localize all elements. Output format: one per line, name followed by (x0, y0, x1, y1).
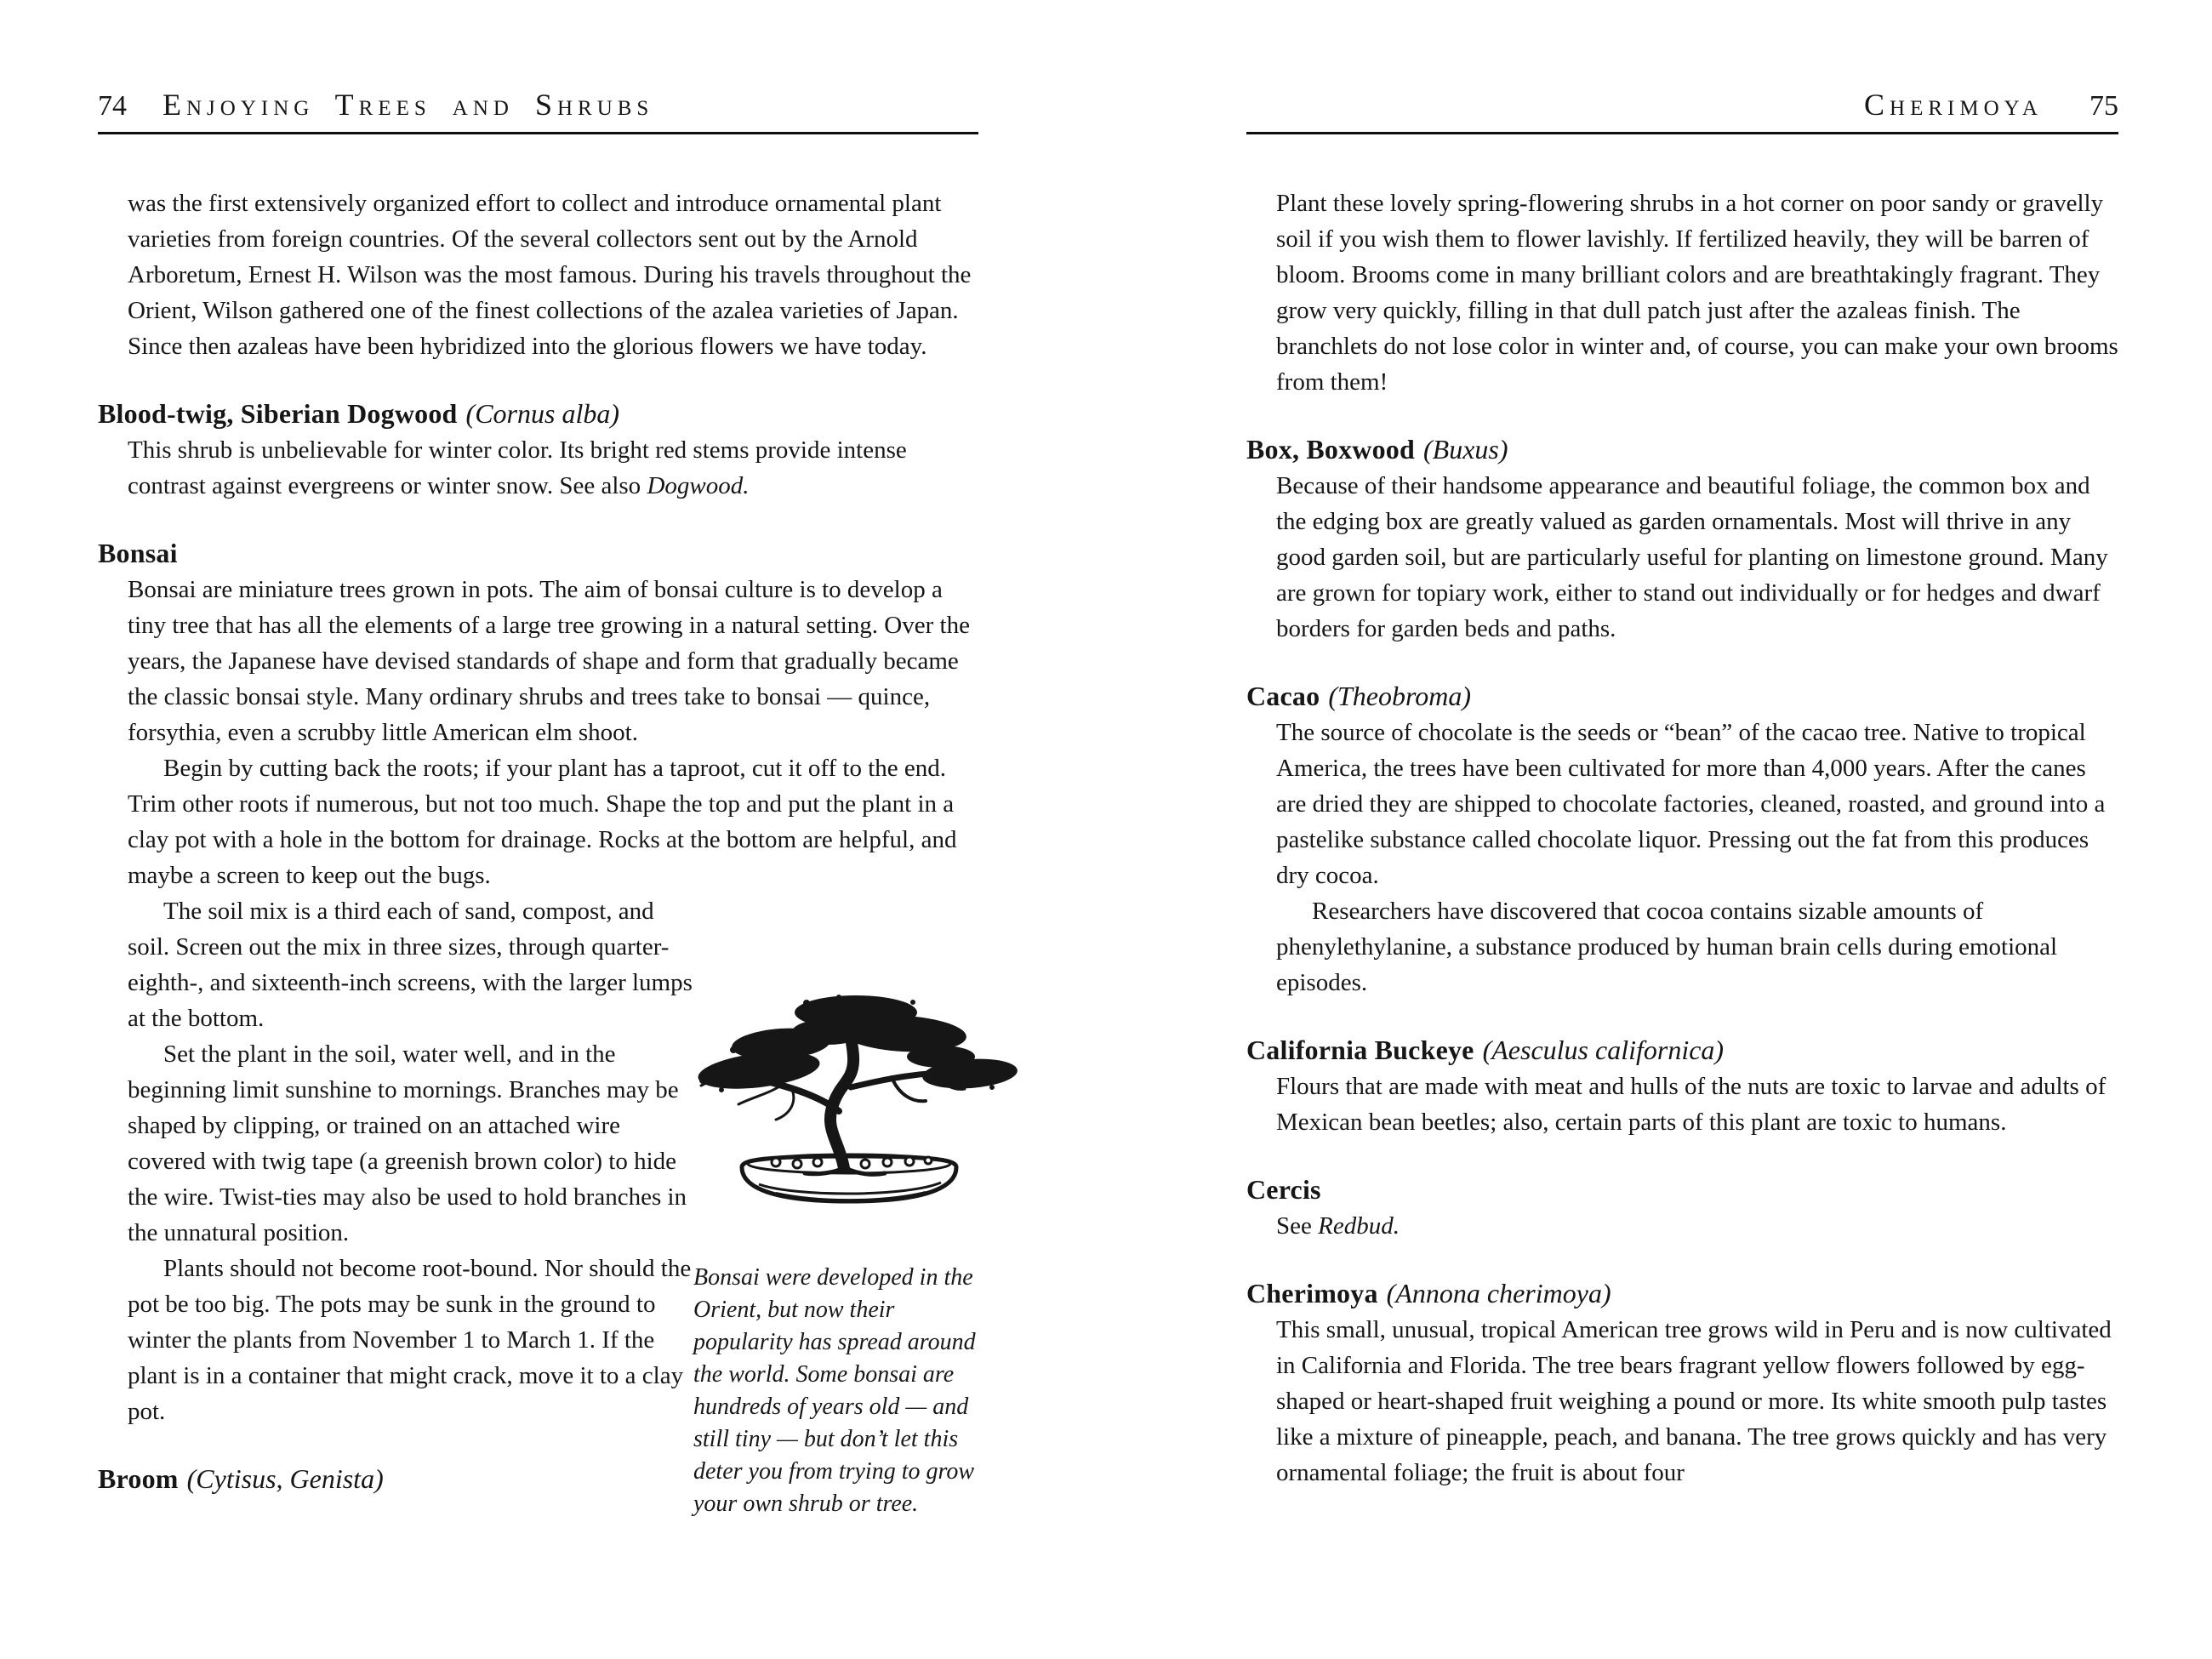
section-heading-blood-twig (98, 395, 978, 432)
bonsai-paragraph-5: Plants should not become root-bound. Nor should the pot be too big. The pots may be sunk in the ground to winter the plants from November 1 to March 1. If the plant is in a container that might crack, move it to a clay pot. (128, 1255, 692, 1425)
heading-title: Blood-twig, Siberian Dogwood (98, 398, 458, 429)
section-heading-cherimoya (1246, 1274, 2118, 1312)
cacao-paragraph-1: The source of chocolate is the seeds or “bean” of the cacao tree. Native to tropical America, the trees have been cultivated for more than 4,000 years. After the canes are dried they are shipped to chocolate factories, cleaned, roasted, and ground into a pastelike substance called chocolate liquor. Pressing out the fat from this produces dry cocoa. (1276, 719, 2106, 889)
heading-latin-name: (Aesculus californica) (1482, 1035, 1725, 1065)
heading-latin-name: (Cytisus, Genista) (186, 1463, 384, 1494)
paragraph-text: This shrub is unbelievable for winter color. Its bright red stems provide intense contrast against evergreens or winter snow. See also (128, 436, 907, 499)
continuation-paragraph: was the first extensively organized effort to collect and introduce ornamental plant varieties from foreign countries. Of the several collectors sent out by the Arnold Arboretum, Ernest H. Wilson was the most famous. During his travels throughout the Orient, Wilson gathered one of the finest collections of the azalea varieties of Japan. Since then azaleas have been hybridized into the glorious flowers we have today. (128, 190, 972, 360)
section-heading-box (1246, 430, 2118, 468)
right-page-body (1246, 185, 2118, 1491)
cross-reference: Redbud. (1318, 1212, 1400, 1240)
page-number-right: 75 (2089, 90, 2118, 122)
running-title-left: Enjoying Trees and Shrubs (162, 88, 654, 122)
section-heading-cercis (1246, 1171, 2118, 1208)
heading-latin-name: (Buxus) (1423, 434, 1508, 465)
bonsai-paragraph-2: Begin by cutting back the roots; if your plant has a taproot, cut it off to the end. Trim other roots if numerous, but not too much. Shape the top and put the plant in a clay pot with a hole in the bottom for drainage. Rocks at the bottom are helpful, and maybe a screen to keep out the bugs. (128, 755, 957, 889)
heading-title: Bonsai (98, 538, 178, 568)
running-head-right (1246, 89, 2118, 134)
left-page (98, 88, 978, 1517)
bonsai-paragraph-3: The soil mix is a third each of sand, compost, and soil. Screen out the mix in three sizes, through quarter- eighth-, and sixteenth-inch screens, with the larger lumps at the bottom. (128, 898, 693, 1032)
section-heading-cacao (1246, 677, 2118, 715)
bonsai-figure (689, 987, 1021, 1229)
heading-title: Cacao (1246, 681, 1320, 711)
heading-title: Broom (98, 1463, 179, 1494)
heading-title: Cercis (1246, 1174, 1321, 1205)
cherimoya-paragraph: This small, unusual, tropical American tree grows wild in Peru and is now cultivated in California and Florida. The tree bears fragrant yellow flowers followed by egg-shaped or heart-shaped fruit weighing a pound or more. Its white smooth pulp tastes like a mixture of pineapple, peach, and banana. The tree grows quickly and has very ornamental foliage; the fruit is about four (1276, 1316, 2112, 1486)
section-heading-bonsai (98, 534, 978, 572)
cercis-paragraph (1276, 1208, 2118, 1244)
cross-reference: Dogwood. (647, 472, 750, 499)
heading-latin-name: (Theobroma) (1328, 681, 1471, 711)
section-heading-california-buckeye (1246, 1031, 2118, 1069)
blood-twig-paragraph (128, 432, 978, 504)
heading-latin-name: (Cornus alba) (465, 398, 619, 429)
bonsai-paragraph-1: Bonsai are miniature trees grown in pots. The aim of bonsai culture is to develop a tiny tree that has all the elements of a large tree growing in a natural setting. Over the years, the Japanese have devised standards of shape and form that gradually became the classic bonsai style. Many ordinary shrubs and trees take to bonsai — quince, forsythia, even a scrubby little American elm shoot. (128, 576, 970, 746)
running-title-right: Cherimoya (1864, 88, 2043, 122)
heading-title: California Buckeye (1246, 1035, 1474, 1065)
bonsai-paragraph-4: Set the plant in the soil, water well, and in the beginning limit sunshine to mornings. Branches may be shaped by clipping, or trained on an attached wire covered with twig tape (a greenish brown color) to hide the wire. Twist-ties may also be used to hold branches in the unnatural position. (128, 1040, 687, 1246)
right-page (1246, 89, 2118, 1491)
paragraph-text: See (1276, 1212, 1319, 1240)
heading-title: Box, Boxwood (1246, 434, 1415, 465)
heading-title: Cherimoya (1246, 1278, 1378, 1308)
figure-caption: Bonsai were developed in the Orient, but now their popularity has spread around the world. Some bonsai are hundreds of years old — and still tiny — but don’t let this deter you from trying to grow your own shrub or tree. (693, 1264, 976, 1517)
page-number-left: 74 (98, 90, 127, 122)
heading-latin-name: (Annona cherimoya) (1386, 1278, 1611, 1308)
buckeye-paragraph: Flours that are made with meat and hulls of the nuts are toxic to larvae and adults of Mexican bean beetles; also, certain parts of this plant are toxic to humans. (1276, 1073, 2107, 1136)
bonsai-tree-illustration (689, 987, 1021, 1229)
running-head-left (98, 89, 978, 134)
box-paragraph: Because of their handsome appearance and beautiful foliage, the common box and the edging box are greatly valued as garden ornamentals. Most will thrive in any good garden soil, but are particularly useful for planting on limestone ground. Many are grown for topiary work, either to stand out individually or for hedges and dwarf borders for garden beds and paths. (1276, 472, 2108, 642)
cacao-paragraph-2: Researchers have discovered that cocoa contains sizable amounts of phenylethylanine, a substance produced by human brain cells during emotional episodes. (1276, 898, 2058, 996)
broom-continuation-paragraph: Plant these lovely spring-flowering shrubs in a hot corner on poor sandy or gravelly soil if you wish them to flower lavishly. If fertilized heavily, they will be barren of bloom. Brooms come in many brilliant colors and are breathtakingly fragrant. They grow very quickly, filling in that dull patch just after the azaleas finish. The branchlets do not lose color in winter and, of course, you can make your own brooms from them! (1276, 190, 2118, 396)
